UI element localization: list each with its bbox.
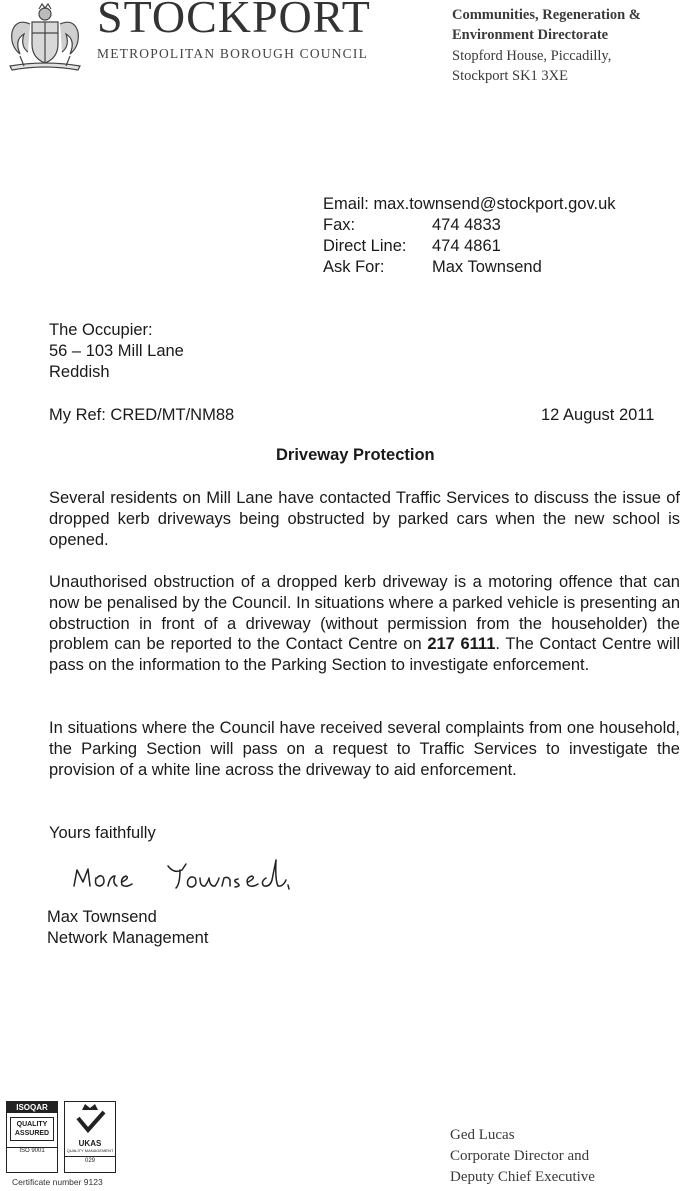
- recipient-line-3: Reddish: [49, 363, 110, 381]
- reference: My Ref: CRED/MT/NM88: [49, 406, 235, 424]
- body-paragraph-1: Several residents on Mill Lane have contacted Traffic Services to discuss the issue of dropped kerb driveways being obstructed by parked cars when the new school is opened.: [49, 489, 680, 549]
- isoqar-quality-assured-logo: [6, 1101, 58, 1173]
- isoqar-bottom-text: ISO 9001: [7, 1147, 57, 1154]
- email-label: Email:: [323, 195, 369, 213]
- fax-label: Fax:: [323, 216, 356, 234]
- council-crest-logo: [2, 0, 88, 72]
- recipient-line-1: The Occupier:: [49, 321, 153, 339]
- certificate-number: Certificate number 9123: [12, 1177, 103, 1187]
- contact-direct-line-row: [323, 238, 501, 255]
- recipient-line-2: 56 – 103 Mill Lane: [49, 342, 184, 360]
- contact-ask-for-row: [323, 259, 542, 276]
- ukas-text: UKAS: [78, 1139, 102, 1148]
- isoqar-mid-text-2: ASSURED: [14, 1130, 50, 1137]
- directorate-address-line-1: Stopford House, Piccadilly,: [452, 48, 612, 64]
- ukas-number: 029: [65, 1156, 115, 1165]
- fax-value: 474 4833: [432, 216, 501, 234]
- directorate-line-2: Environment Directorate: [452, 27, 609, 43]
- isoqar-top-text: ISOQAR: [7, 1102, 57, 1113]
- ukas-subtext: QUALITY MANAGEMENT: [66, 1148, 114, 1153]
- director-name: Ged Lucas: [450, 1127, 515, 1143]
- letter-date: 12 August 2011: [541, 406, 655, 424]
- direct-line-label: Direct Line:: [323, 237, 407, 255]
- directorate-address-line-2: Stockport SK1 3XE: [452, 68, 568, 84]
- crown-tick-icon: [66, 1102, 114, 1134]
- directorate-line-1: Communities, Regeneration &: [452, 7, 641, 23]
- paragraph-2-text-b: . The Contact Centre will pass on the information to the Parking Section to investigate enforcement.: [49, 635, 681, 675]
- paragraph-2-text-a: Unauthorised obstruction of a dropped kerb driveway is a motoring offence that can now be penalised by the Council. In situations where a parked vehicle is presenting an obstruction in front of a driveway (without permission from the householder) the problem can be reported to the Contact Centre on: [49, 573, 680, 654]
- contact-email-row: [323, 196, 616, 213]
- isoqar-mid-text-1: QUALITY: [16, 1121, 48, 1128]
- contact-fax-row: [323, 217, 501, 234]
- signatory-name: Max Townsend: [47, 908, 157, 926]
- email-value: max.townsend@stockport.gov.uk: [373, 195, 616, 213]
- director-title-line-2: Deputy Chief Executive: [450, 1169, 595, 1185]
- body-paragraph-3: In situations where the Council have received several complaints from one household, the Parking Section will pass on a request to Traffic Services to investigate the provision of a white line across the driveway to aid enforcement.: [49, 719, 680, 779]
- council-subtitle: METROPOLITAN BOROUGH COUNCIL: [97, 46, 369, 61]
- ukas-quality-management-logo: [64, 1101, 116, 1173]
- body-paragraph-2: [49, 572, 680, 676]
- ask-for-value: Max Townsend: [432, 258, 542, 276]
- signatory-title: Network Management: [47, 929, 209, 947]
- director-title-line-1: Corporate Director and: [450, 1148, 590, 1164]
- council-name: STOCKPORT: [97, 0, 371, 42]
- direct-line-value: 474 4861: [432, 237, 501, 255]
- subject-heading: Driveway Protection: [276, 446, 435, 464]
- closing: Yours faithfully: [49, 824, 156, 842]
- ask-for-label: Ask For:: [323, 258, 385, 276]
- contact-centre-phone: 217 6111: [427, 635, 496, 654]
- handwritten-signature: [70, 856, 330, 900]
